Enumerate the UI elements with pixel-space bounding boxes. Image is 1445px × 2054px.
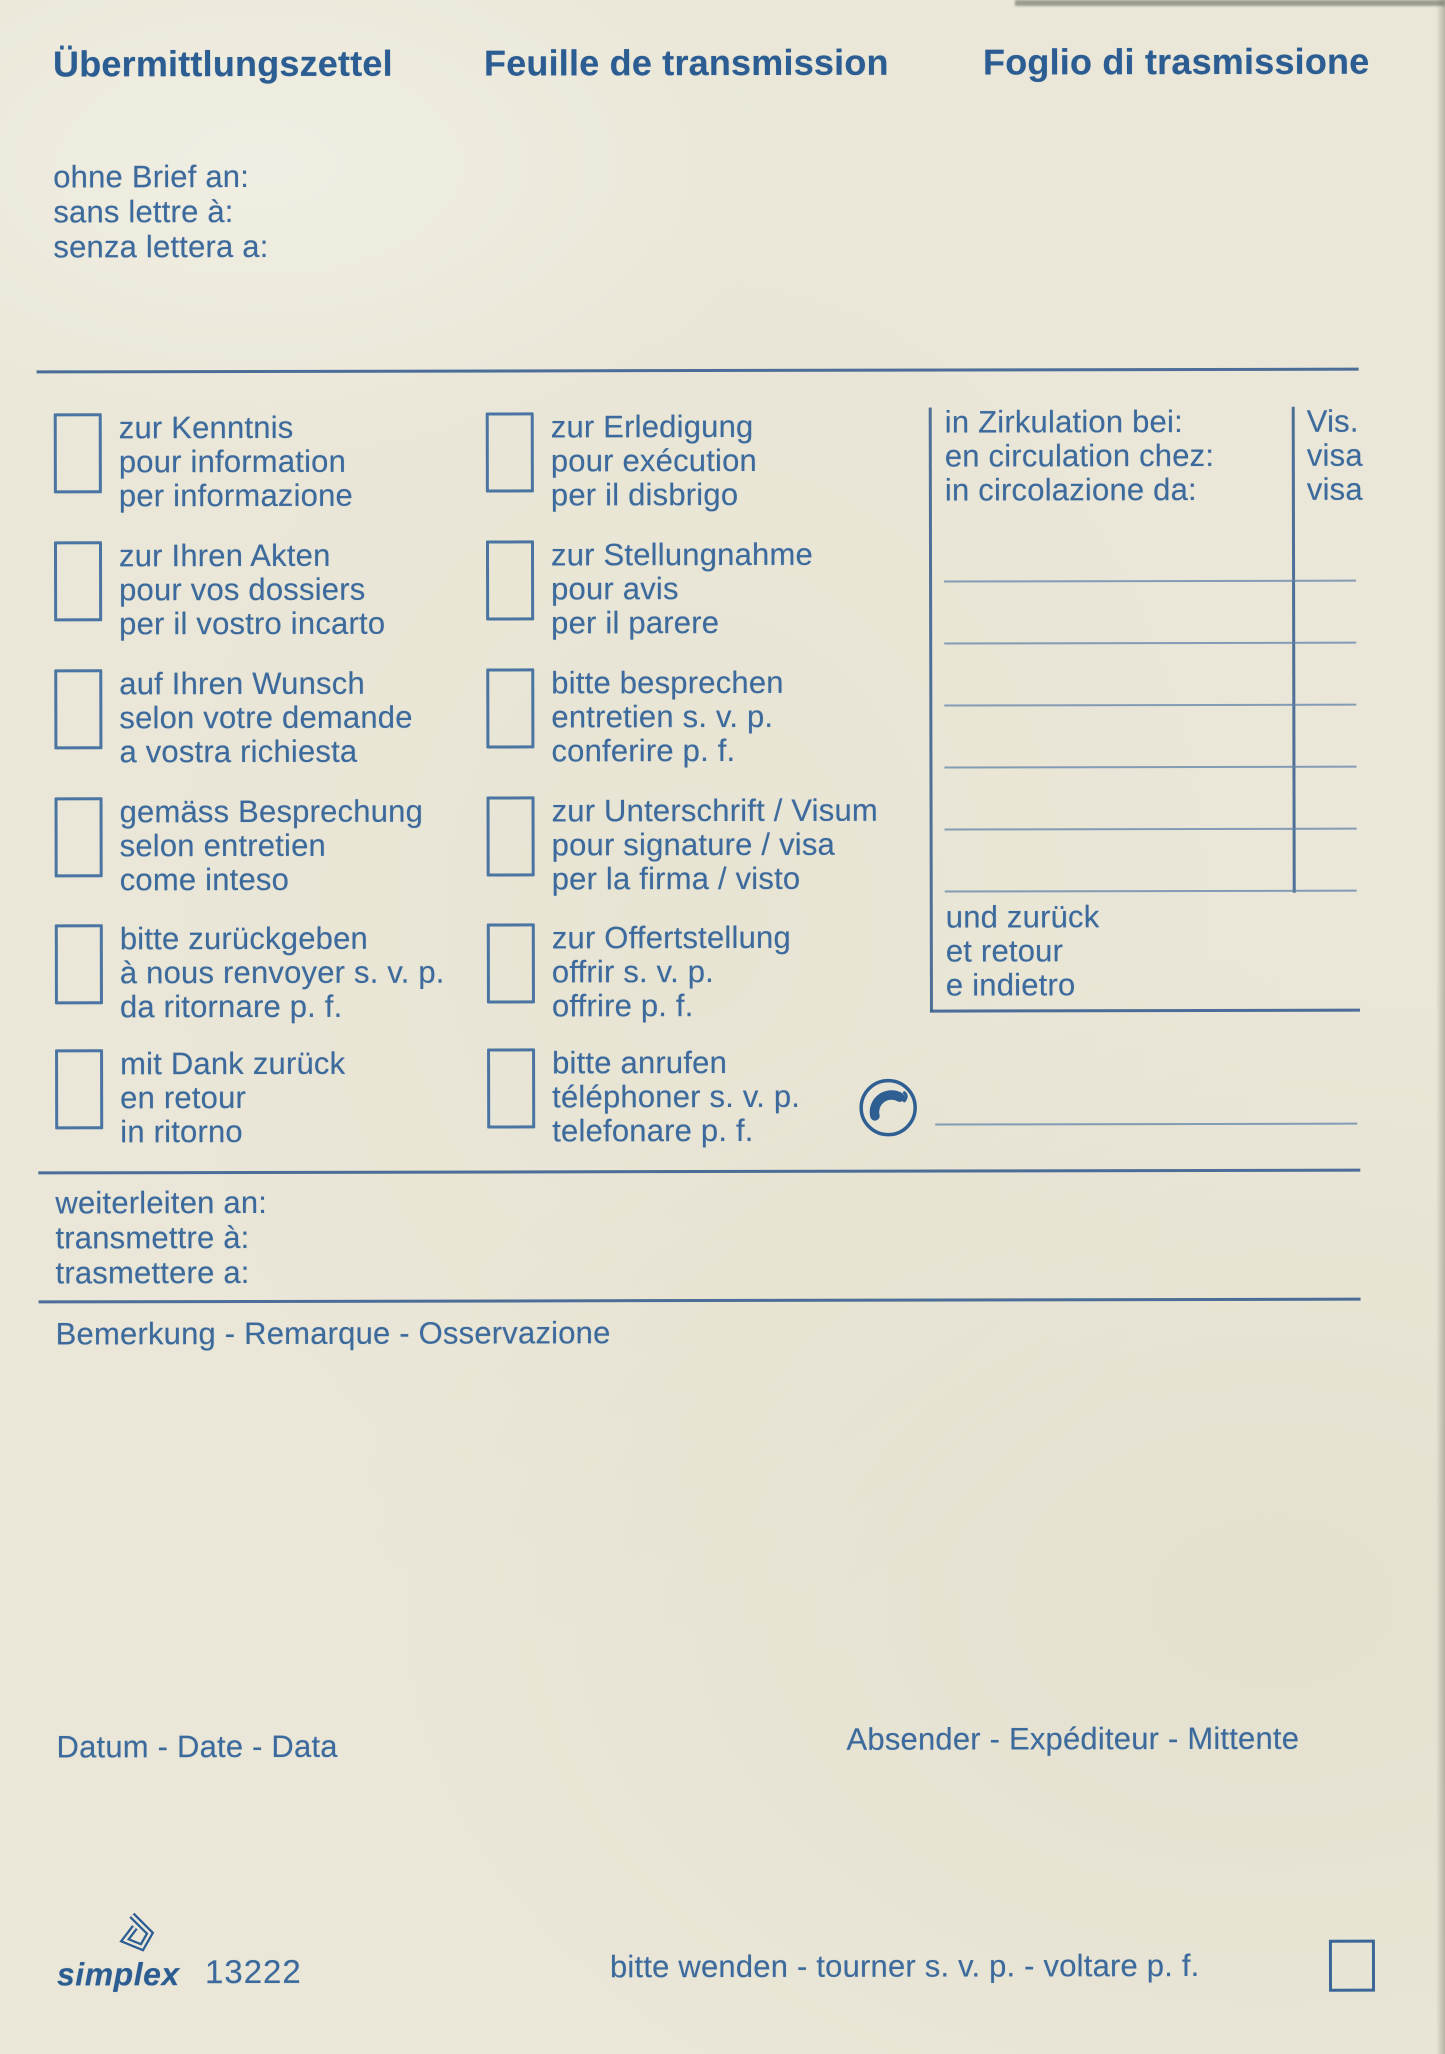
date-label: Datum - Date - Data [56, 1728, 338, 1765]
turn-over-label: bitte wenden - tourner s. v. p. - voltare p. f. [609, 1948, 1200, 1985]
page-title-german: Übermittlungszettel [52, 42, 393, 85]
option-bitte-anrufen: bitte anrufen téléphoner s. v. p. telefonare p. f. [487, 1046, 800, 1149]
checkbox-gemaess-besprechung[interactable] [55, 797, 103, 877]
remark-label: Bemerkung - Remarque - Osservazione [55, 1315, 611, 1352]
forward-label: weiterleiten an: transmettre à: trasmettere a: [55, 1184, 268, 1291]
without-letter-label: ohne Brief an: sans lettre à: senza lettera a: [53, 158, 269, 265]
simplex-ribbon-icon [120, 1913, 164, 1955]
checkbox-mit-dank-zurueck[interactable] [55, 1049, 103, 1129]
option-zur-ihren-akten: zur Ihren Akten pour vos dossiers per il vostro incarto [54, 539, 385, 642]
checkbox-auf-ihren-wunsch[interactable] [54, 669, 102, 749]
checkbox-zur-erledigung[interactable] [486, 412, 534, 492]
scan-edge-top [1015, 0, 1445, 6]
checkbox-bitte-anrufen[interactable] [487, 1048, 535, 1128]
option-mit-dank-zurueck: mit Dank zurück en retour in ritorno [55, 1047, 345, 1150]
phone-handset-icon [856, 1076, 920, 1140]
checkbox-zur-ihren-akten[interactable] [54, 541, 102, 621]
circulation-header: in Zirkulation bei: en circulation chez: in circolazione da: [944, 404, 1215, 508]
option-zur-kenntnis: zur Kenntnis pour information per informazione [54, 411, 353, 514]
checkbox-zur-unterschrift[interactable] [487, 796, 535, 876]
and-return-label: und zurück et retour e indietro [945, 899, 1100, 1003]
option-bitte-zurueckgeben: bitte zurückgeben à nous renvoyer s. v. p. da ritornare p. f. [55, 922, 445, 1025]
option-zur-offertstellung: zur Offertstellung offrir s. v. p. offrire p. f. [487, 921, 791, 1024]
form-number: 13222 [204, 1952, 302, 1991]
option-auf-ihren-wunsch: auf Ihren Wunsch selon votre demande a vostra richiesta [54, 667, 413, 770]
page-title-french: Feuille de transmission [483, 41, 889, 84]
checkbox-zur-offertstellung[interactable] [487, 923, 535, 1003]
checkbox-bitte-besprechen[interactable] [486, 668, 534, 748]
scan-edge-right [1436, 0, 1445, 2054]
option-zur-erledigung: zur Erledigung pour exécution per il disbrigo [486, 410, 757, 513]
circulation-box-bottom-border [930, 1009, 1360, 1013]
divider-rule-forward [38, 1169, 1360, 1175]
sender-label: Absender - Expéditeur - Mittente [846, 1720, 1300, 1757]
page-title-italian: Foglio di trasmissione [982, 40, 1370, 83]
visa-header: Vis. visa visa [1306, 403, 1363, 507]
checkbox-bitte-zurueckgeben[interactable] [55, 924, 103, 1004]
phone-number-line[interactable] [935, 1123, 1357, 1126]
checkbox-zur-kenntnis[interactable] [54, 413, 102, 493]
checkbox-zur-stellungnahme[interactable] [486, 540, 534, 620]
circulation-box-left-border [929, 408, 933, 1012]
option-bitte-besprechen: bitte besprechen entretien s. v. p. conferire p. f. [486, 666, 784, 769]
option-gemaess-besprechung: gemäss Besprechung selon entretien come inteso [55, 795, 424, 898]
divider-rule-top [37, 368, 1359, 374]
option-zur-stellungnahme: zur Stellungnahme pour avis per il parere [486, 538, 813, 641]
divider-rule-remark [39, 1298, 1361, 1303]
checkbox-turn-over[interactable] [1329, 1940, 1375, 1992]
option-zur-unterschrift: zur Unterschrift / Visum pour signature / visa per la firma / visto [487, 794, 879, 897]
circulation-visa-divider [1292, 407, 1296, 893]
brand-logo-text: simplex [56, 1956, 180, 1993]
